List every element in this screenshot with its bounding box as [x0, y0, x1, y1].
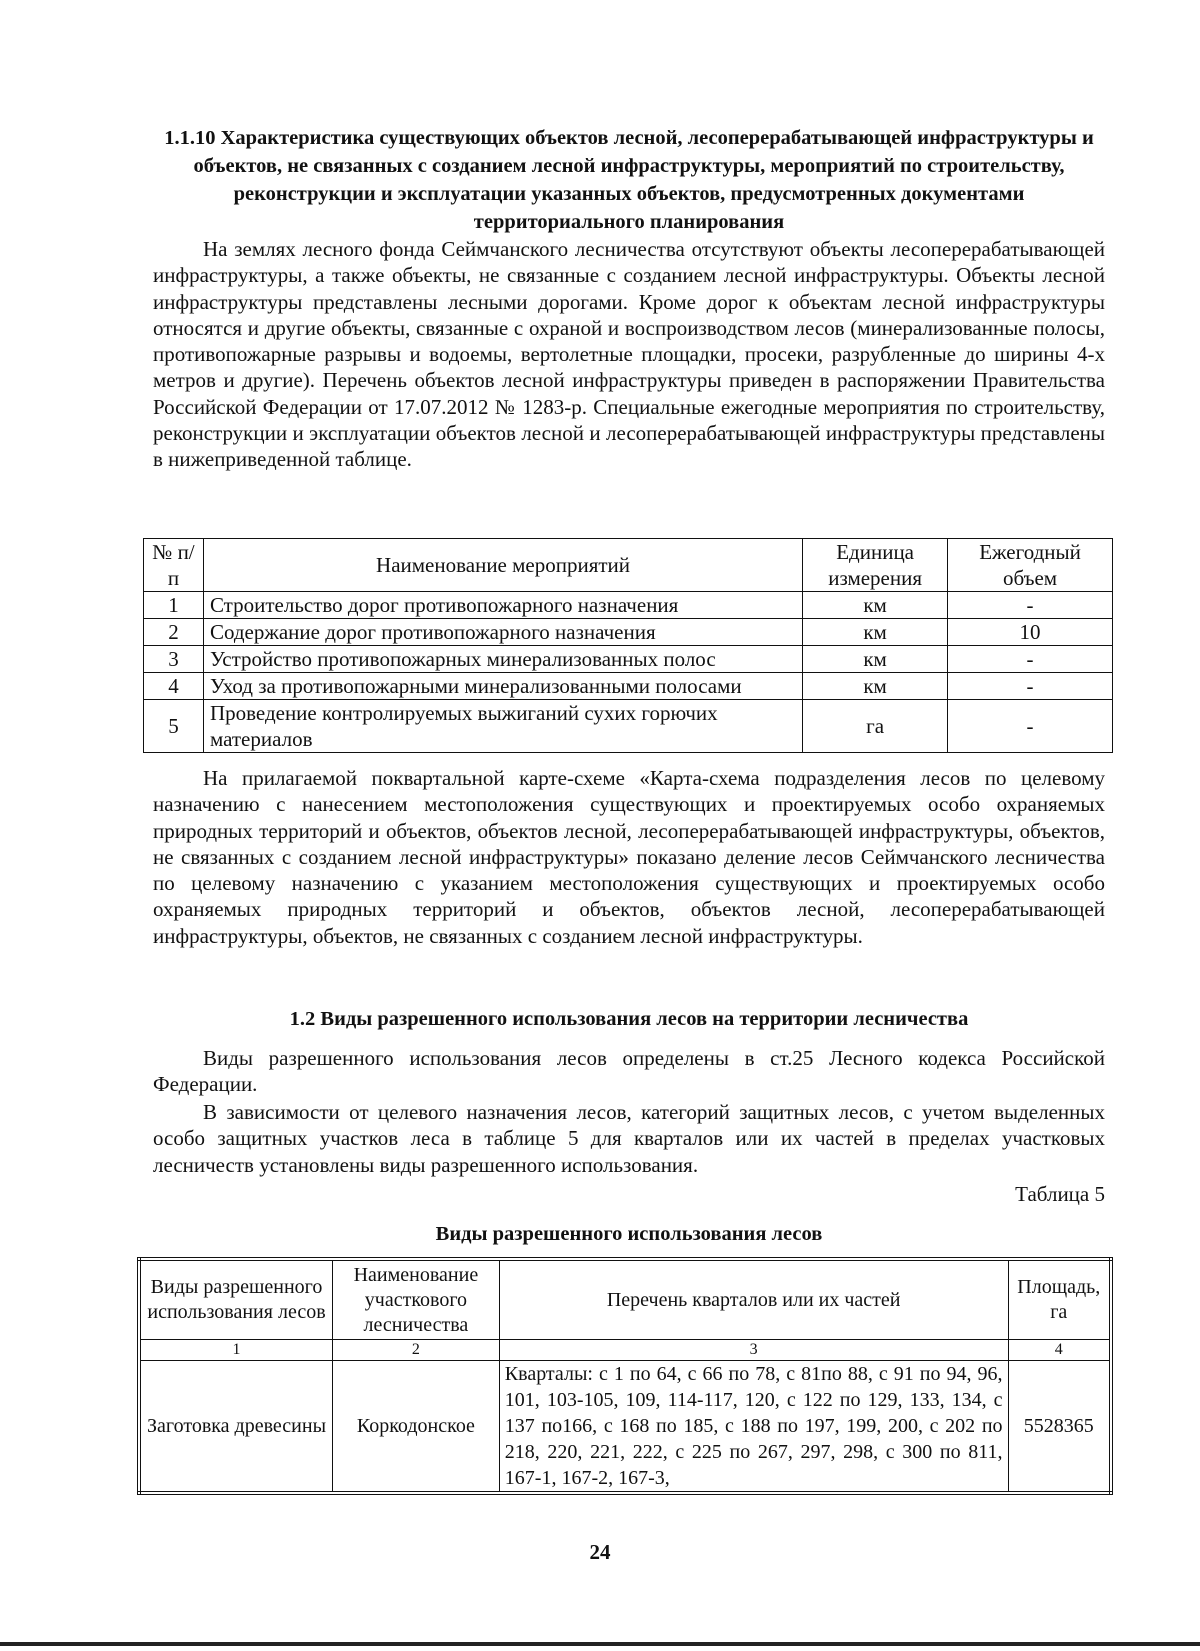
table-title: Виды разрешенного использования лесов: [435, 1223, 823, 1245]
table-row: [144, 592, 1113, 619]
row-volume: -: [948, 673, 1113, 700]
map-scheme-paragraph: На прилагаемой поквартальной карте-схеме «Карта-схема подразделения лесов по целевому назначению с нанесением местоположения существующих и проектируемых особо охраняемых природных территорий и объектов, объектов лесной, лесоперерабатывающей инфраструктуры, объектов, не связанных с созданием лесной инфраструктуры» показано деление лесов Сеймчанского лесничества по целевому назначению с указанием местоположения существующих и проектируемых особо охраняемых природных территорий и объектов, объектов лесной, лесоперерабатывающей инфраструктуры, объектов, не связанных с созданием лесной инфраструктуры.: [153, 766, 1105, 948]
row-use-type: Заготовка древесины: [139, 1361, 333, 1494]
row-quarters: Кварталы: с 1 по 64, с 66 по 78, с 81по 88, с 91 по 94, 96, 101, 103-105, 109, 114-117, 120, с 122 по 129, 133, 134, с 137 по166, с 168 по 185, с 188 по 197, 199, 200, с 202 по 218, 220, 221, 222, с 225 по 267, 297, 298, с 300 по 811, 167-1, 167-2, 167-3,: [499, 1361, 1008, 1494]
row-number: 2: [144, 619, 204, 646]
table-5-header: [139, 1259, 1111, 1340]
row-number: 1: [144, 592, 204, 619]
table-row: [139, 1361, 1111, 1494]
row-measure-name: Уход за противопожарными минерализованными полосами: [203, 673, 802, 700]
header-use-type: Виды разрешенного использования лесов: [139, 1259, 333, 1340]
table-row: [144, 700, 1113, 753]
row-measure-name: Содержание дорог противопожарного назначения: [203, 619, 802, 646]
row-volume: -: [948, 700, 1113, 753]
row-forestry: Коркодонское: [333, 1361, 500, 1494]
section-heading-1-2: 1.2 Виды разрешенного использования лесов на территории лесничества: [289, 1008, 969, 1030]
measures-table-header: [144, 539, 1113, 592]
table-5: [137, 1257, 1113, 1495]
row-number: 3: [144, 646, 204, 673]
header-annual-volume: Ежегодный объем: [948, 539, 1113, 592]
row-unit: км: [803, 592, 948, 619]
table-row: [144, 673, 1113, 700]
header-measure-name: Наименование мероприятий: [203, 539, 802, 592]
header-unit: Единица измерения: [803, 539, 948, 592]
header-quarters: Перечень кварталов или их частей: [499, 1259, 1008, 1340]
table-label: Таблица 5: [1015, 1182, 1105, 1206]
row-unit: га: [803, 700, 948, 753]
header-forestry: Наименование участкового лесничества: [333, 1259, 500, 1340]
column-number-1: 1: [139, 1340, 333, 1361]
section-heading-1-1-10: 1.1.10 Характеристика существующих объектов лесной, лесоперерабатывающей инфраструктуры и объектов, не связанных с созданием лесной инфраструктуры, мероприятий по строительству, реконструкции и эксплуатации указанных объектов, предусмотренных документами территориального планирования: [164, 127, 1094, 233]
table-5-column-numbers: [139, 1340, 1111, 1361]
row-unit: км: [803, 646, 948, 673]
row-measure-name: Устройство противопожарных минерализованных полос: [203, 646, 802, 673]
row-unit: км: [803, 619, 948, 646]
infrastructure-paragraph: На землях лесного фонда Сеймчанского лесничества отсутствуют объекты лесоперерабатывающей инфраструктуры, а также объекты, не связанные с созданием лесной инфраструктуры. Объекты лесной инфраструктуры представлены лесными дорогами. Кроме дорог к объектам лесной инфраструктуры относятся и другие объекты, связанные с охраной и воспроизводством лесов (минерализованные полосы, противопожарные разрывы и водоемы, вертолетные площадки, просеки, разрубленные до ширины 4-х метров и другие). Перечень объектов лесной инфраструктуры приведен в распоряжении Правительства Российской Федерации от 17.07.2012 № 1283-р. Специальные ежегодные мероприятия по строительству, реконструкции и эксплуатации объектов лесной и лесоперерабатывающей инфраструктуры представлены в нижеприведенной таблице.: [153, 237, 1105, 472]
measures-table: [143, 538, 1113, 753]
row-unit: км: [803, 673, 948, 700]
header-number: № п/п: [144, 539, 204, 592]
column-number-4: 4: [1008, 1340, 1111, 1361]
row-measure-name: Строительство дорог противопожарного назначения: [203, 592, 802, 619]
column-number-2: 2: [333, 1340, 500, 1361]
permitted-use-paragraph-1: Виды разрешенного использования лесов определены в ст.25 Лесного кодекса Российской Федерации.: [153, 1046, 1105, 1097]
header-area: Площадь, га: [1008, 1259, 1111, 1340]
row-number: 5: [144, 700, 204, 753]
row-number: 4: [144, 673, 204, 700]
permitted-use-paragraph-2: В зависимости от целевого назначения лесов, категорий защитных лесов, с учетом выделенных особо защитных участков леса в таблице 5 для кварталов или их частей в пределах участковых лесничеств установлены виды разрешенного использования.: [153, 1100, 1105, 1177]
table-row: [144, 619, 1113, 646]
table-row: [144, 646, 1113, 673]
column-number-3: 3: [499, 1340, 1008, 1361]
row-volume: -: [948, 592, 1113, 619]
row-volume: 10: [948, 619, 1113, 646]
row-volume: -: [948, 646, 1113, 673]
row-area: 5528365: [1008, 1361, 1111, 1494]
page-number: 24: [589, 1540, 611, 1564]
bottom-scan-edge: [0, 1642, 1200, 1646]
row-measure-name: Проведение контролируемых выжиганий сухих горючих материалов: [203, 700, 802, 753]
